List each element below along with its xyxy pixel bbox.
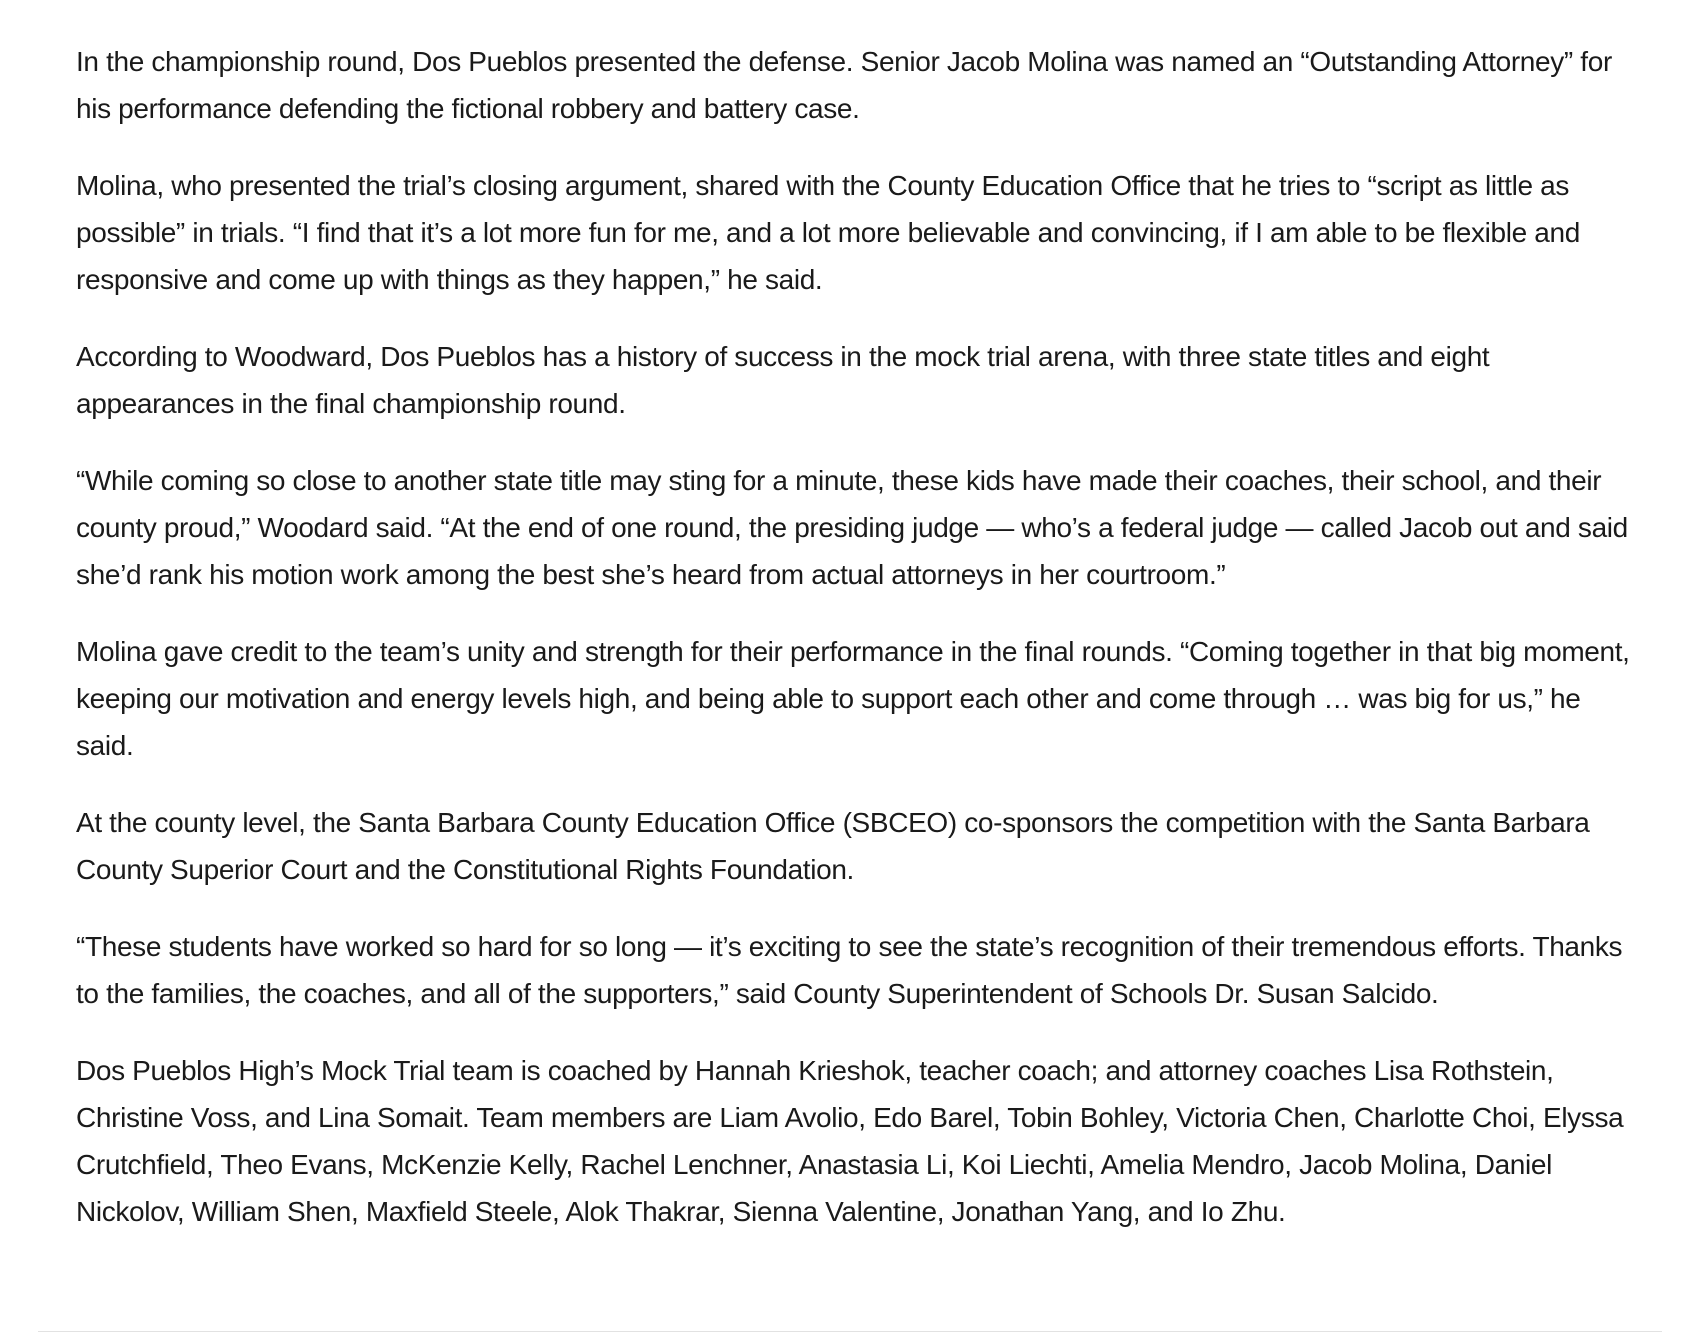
paragraph-team-unity: Molina gave credit to the team’s unity and strength for their performance in the final rounds. “Coming together in that big moment, keeping our motivation and energy levels high, and being able to support each other and come through … was big for us,” he said.: [76, 636, 1630, 761]
paragraph-superintendent-quote: “These students have worked so hard for so long — it’s exciting to see the state’s recognition of their tremendous efforts. Thanks to the families, the coaches, and all of the supporters,” said County Superintendent of Schools Dr. Susan Salcido.: [76, 931, 1623, 1009]
paragraph-team-roster: Dos Pueblos High’s Mock Trial team is coached by Hannah Krieshok, teacher coach; and attorney coaches Lisa Rothstein, Christine Voss, and Lina Somait. Team members are Liam Avolio, Edo Barel, Tobin Bohley, Victoria Chen, Charlotte Choi, Elyssa Crutchfield, Theo Evans, McKenzie Kelly, Rachel Lenchner, Anastasia Li, Koi Liechti, Amelia Mendro, Jacob Molina, Daniel Nickolov, William Shen, Maxfield Steele, Alok Thakrar, Sienna Valentine, Jonathan Yang, and Io Zhu.: [76, 1055, 1624, 1227]
paragraph-championship-round: In the championship round, Dos Pueblos presented the defense. Senior Jacob Molina was named an “Outstanding Attorney” for his performance defending the fictional robbery and battery case.: [76, 46, 1612, 124]
paragraph-history-of-success: According to Woodward, Dos Pueblos has a history of success in the mock trial arena, with three state titles and eight appearances in the final championship round.: [76, 341, 1490, 419]
article-body: [76, 38, 1636, 1265]
paragraph-molina-closing-argument: Molina, who presented the trial’s closing argument, shared with the County Education Office that he tries to “script as little as possible” in trials. “I find that it’s a lot more fun for me, and a lot more believable and convincing, if I am able to be flexible and responsive and come up with things as they happen,” he said.: [76, 170, 1580, 295]
paragraph-woodard-quote: “While coming so close to another state title may sting for a minute, these kids have made their coaches, their school, and their county proud,” Woodard said. “At the end of one round, the presiding judge — who’s a federal judge — called Jacob out and said she’d rank his motion work among the best she’s heard from actual attorneys in her courtroom.”: [76, 465, 1628, 590]
paragraph-county-sponsors: At the county level, the Santa Barbara County Education Office (SBCEO) co-sponsors the competition with the Santa Barbara County Superior Court and the Constitutional Rights Foundation.: [76, 807, 1590, 885]
